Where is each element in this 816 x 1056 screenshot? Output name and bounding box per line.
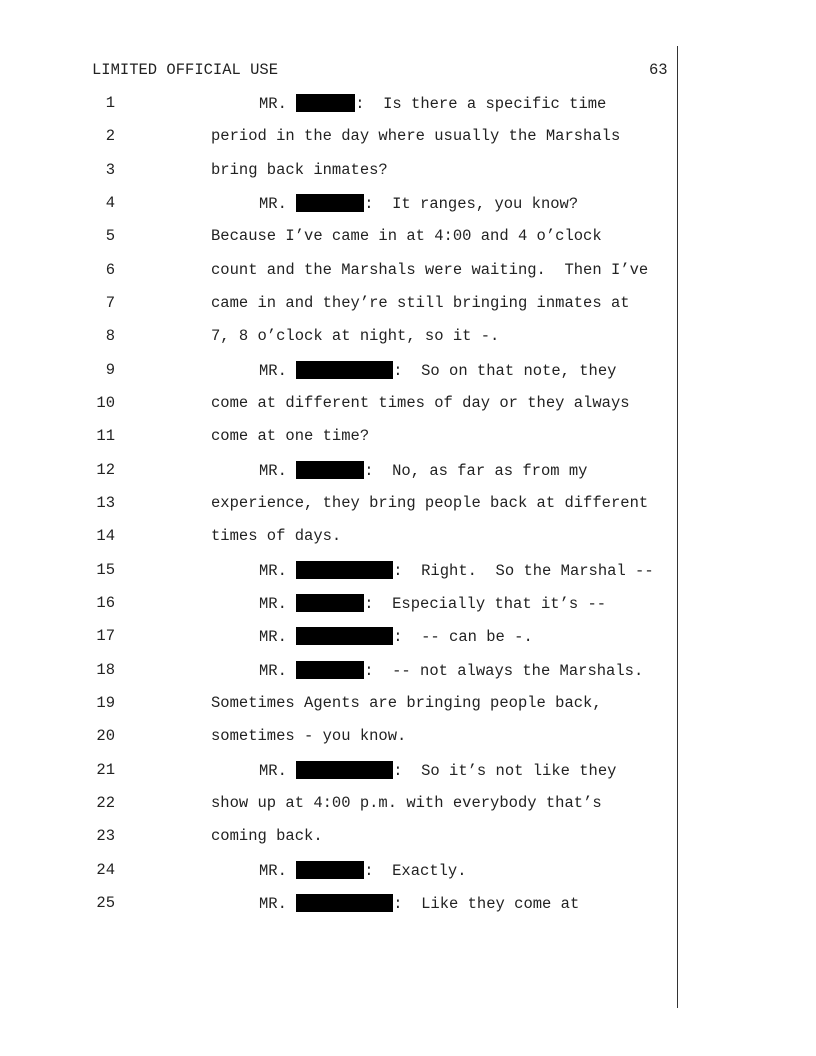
line-text: : It ranges, you know? [364, 195, 579, 213]
redaction-box [296, 894, 393, 912]
redaction-box [296, 461, 364, 479]
transcript-line [259, 194, 578, 213]
transcript-line [259, 861, 467, 880]
line-text: : Exactly. [364, 862, 467, 880]
line-text: come at different times of day or they always [211, 394, 630, 412]
line-number: 7 [105, 294, 115, 312]
line-text: count and the Marshals were waiting. Then I’ve [211, 261, 649, 279]
line-text: : Especially that it’s -- [364, 595, 607, 613]
line-number: 3 [105, 161, 115, 179]
line-text: : Is there a specific time [355, 95, 607, 113]
redaction-box [296, 861, 364, 879]
line-number: 24 [96, 861, 115, 879]
line-text: come at one time? [211, 427, 370, 445]
line-number: 13 [96, 494, 115, 512]
line-text: sometimes - you know. [211, 727, 407, 745]
redaction-box [296, 94, 355, 112]
speaker-label: MR. [259, 362, 287, 380]
speaker-label: MR. [259, 862, 287, 880]
speaker-label: MR. [259, 195, 287, 213]
line-number: 5 [105, 227, 115, 245]
line-text: bring back inmates? [211, 161, 388, 179]
right-margin-rule [677, 46, 678, 1008]
redaction-box [296, 194, 364, 212]
transcript-line [211, 427, 369, 445]
line-number: 10 [96, 394, 115, 412]
transcript-line [259, 94, 606, 113]
transcript-line [211, 161, 388, 179]
redaction-box [296, 361, 393, 379]
line-text: : No, as far as from my [364, 462, 588, 480]
line-text: Sometimes Agents are bringing people back, [211, 694, 602, 712]
line-text: : Right. So the Marshal -- [393, 562, 654, 580]
transcript-line [259, 461, 587, 480]
line-text: : -- not always the Marshals. [364, 662, 644, 680]
line-text: show up at 4:00 p.m. with everybody that’s [211, 794, 602, 812]
line-number: 4 [105, 194, 115, 212]
line-number: 22 [96, 794, 115, 812]
line-number: 14 [96, 527, 115, 545]
line-text: coming back. [211, 827, 323, 845]
transcript-line [211, 261, 648, 279]
speaker-label: MR. [259, 95, 287, 113]
transcript-line [211, 227, 602, 245]
line-text: period in the day where usually the Marshals [211, 127, 621, 145]
line-text: Because I’ve came in at 4:00 and 4 o’clock [211, 227, 602, 245]
header-title: LIMITED OFFICIAL USE [92, 61, 279, 79]
line-number: 18 [96, 661, 115, 679]
line-number: 9 [105, 361, 115, 379]
transcript-line [259, 561, 654, 580]
transcript-line [211, 394, 630, 412]
line-text: : Like they come at [393, 895, 580, 913]
transcript-line [211, 294, 630, 312]
transcript-line [211, 794, 602, 812]
line-number: 11 [96, 427, 115, 445]
line-text: : So on that note, they [393, 362, 617, 380]
line-text: times of days. [211, 527, 342, 545]
transcript-line [259, 594, 606, 613]
line-number: 6 [105, 261, 115, 279]
line-number: 21 [96, 761, 115, 779]
speaker-label: MR. [259, 628, 287, 646]
line-number: 23 [96, 827, 115, 845]
transcript-line [211, 127, 620, 145]
speaker-label: MR. [259, 895, 287, 913]
transcript-line [259, 361, 616, 380]
line-number: 1 [105, 94, 115, 112]
line-number: 2 [105, 127, 115, 145]
transcript-line [211, 527, 341, 545]
line-number: 8 [105, 327, 115, 345]
speaker-label: MR. [259, 762, 287, 780]
transcript-line [259, 761, 616, 780]
line-text: came in and they’re still bringing inmates at [211, 294, 630, 312]
line-number: 20 [96, 727, 115, 745]
line-text: : -- can be -. [393, 628, 533, 646]
transcript-line [211, 827, 323, 845]
page-number: 63 [649, 61, 668, 79]
line-number: 17 [96, 627, 115, 645]
redaction-box [296, 627, 393, 645]
transcript-line [259, 627, 533, 646]
line-text: 7, 8 o’clock at night, so it -. [211, 327, 500, 345]
line-text: experience, they bring people back at different [211, 494, 649, 512]
transcript-line [259, 661, 643, 680]
redaction-box [296, 594, 364, 612]
transcript-line [211, 327, 499, 345]
transcript-line [259, 894, 579, 913]
redaction-box [296, 561, 393, 579]
line-number: 25 [96, 894, 115, 912]
transcript-line [211, 694, 602, 712]
line-number: 19 [96, 694, 115, 712]
redaction-box [296, 661, 364, 679]
line-number: 15 [96, 561, 115, 579]
transcript-line [211, 727, 406, 745]
speaker-label: MR. [259, 462, 287, 480]
redaction-box [296, 761, 393, 779]
transcript-line [211, 494, 648, 512]
speaker-label: MR. [259, 595, 287, 613]
line-text: : So it’s not like they [393, 762, 617, 780]
line-number: 12 [96, 461, 115, 479]
speaker-label: MR. [259, 562, 287, 580]
line-number: 16 [96, 594, 115, 612]
speaker-label: MR. [259, 662, 287, 680]
